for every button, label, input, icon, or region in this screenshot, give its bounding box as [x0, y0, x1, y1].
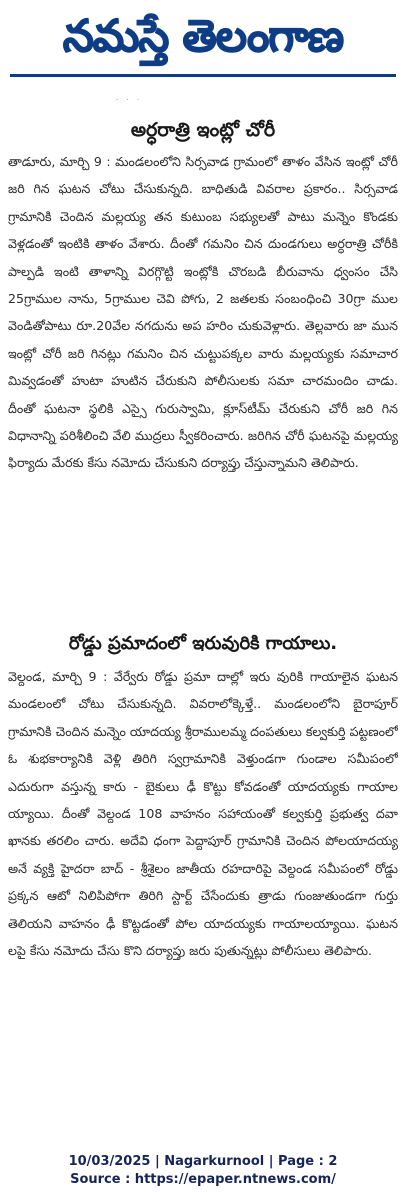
- newspaper-logo: నమస్తే తెలంగాణ: [62, 11, 344, 62]
- article-2-body: వెల్దండ, మార్చి 9 : వేర్వేరు రోడ్డు ప్రమా దాల్లో ఇరు వురికి గాయాలైన ఘటన మండలంలో చోటు చేసుకున్నది. వివరాలోక్కెళ్తే.. మండలంలోని బైరాపూర్ గ్రామానికి చెందిన మన్నెం యాదయ్య శ్రీరాములమ్మ దంపతులు కల్వకుర్తి పట్టణంలో ఓ శుభకార్యానికి వెళ్లి తిరిగి స్వగ్రామానికి వెళ్తుండగా గుండాల సమీపంలో ఎదురుగా వస్తున్న కారు - బైకులు ఢీ కొట్టు కోవడంతో యాదయ్యకు గాయాల య్యాయి. దీంతో వెల్దండ 108 వాహనం సహాయంతో కల్వకుర్తి ప్రభుత్వ దవా ఖానకు తరలిం చారు. అదేవి ధంగా పెద్దాపూర్ గ్రామానికి చెందిన పోలయాదయ్య అనే వ్యక్తి హైదరా బాద్ - శ్రీశైలం జాతీయ రహదారిపై వెల్దండ సమీపంలో రోడ్డు ప్రక్కన ఆటో నిలిపిపోగా తిరిగి స్టార్ట్ చేసేందుకు త్రాడు గుంజుతుండగా గుర్తు తెలియని వాహనం ఢీ కొట్టడంతో పోల యాదయ్యకు గాయాలయ్యాయి. ఘటన లపై కేసు నమోదు చేసు కొని దర్యాప్తు జరు పుతున్నట్లు పోలీసులు తెలిపారు.: [8, 669, 398, 959]
- print-specks: · · ·: [116, 96, 143, 104]
- masthead: [0, 0, 406, 92]
- article-2-headline: రోడ్డు ప్రమాదంలో ఇరువురికి గాయాలు.: [68, 633, 338, 654]
- article-1-headline: అర్ధరాత్రి ఇంట్లో చోరీ: [130, 119, 276, 141]
- edition-info: 10/03/2025 | Nagarkurnool | Page : 2: [68, 1154, 338, 1169]
- masthead-divider: [10, 74, 396, 77]
- source-link[interactable]: Source : https://epaper.ntnews.com/: [70, 1172, 336, 1187]
- article-1-body: తాడూరు, మార్చి 9 : మండలంలోని సిర్సవాడ గ్రామంలో తాళం వేసిన ఇంట్లో చోరీ జరి గిన ఘటన చోటు చేసుకున్నది. బాధితుడి వివరాల ప్రకారం.. సిర్సవాడ గ్రామానికి చెందిన మల్లయ్య తన కుటుంబ సభ్యులతో పాటు మన్నెం కొండకు వెళ్లడంతో ఇంటికి తాళం వేశారు. దీంతో గమనిం చిన దుండగులు అర్ధరాత్రి చోరీకి పాల్పడి ఇంటి తాళాన్ని విరగ్గొట్టి ఇంట్లోకి చొరబడి బీరువాను ధ్వంసం చేసి 25గ్రాముల నాను, 5గ్రాముల చెవి పోగు, 2 జతలకు సంబంధించి 30గ్రా ముల వెండితోపాటు రూ.20వేల నగదును అప హరిం చుకువెళ్లారు. తెల్లవారు జా మున ఇంట్లో చోరీ జరి గినట్లు గమనిం చిన చుట్టుపక్కల వారు మల్లయ్యకు సమాచార మివ్వడంతో హుటా హుటిన చేరుకుని పోలీసులకు సమా చారమందిం చాడు. దీంతో ఘటనా స్థలికి ఎస్సై గురుస్వామి, క్లూస్‌టీమ్ చేరుకుని చోరీ జరి గిన విధానాన్ని పరిశీలించి వేలి ముద్రలు స్వీకరించారు. జరిగిన చోరీ ఘటనపై మల్లయ్య ఫిర్యాదు మేరకు కేసు నమోదు చేసుకుని దర్యాప్తు చేస్తున్నామని తెలిపారు.: [8, 154, 398, 471]
